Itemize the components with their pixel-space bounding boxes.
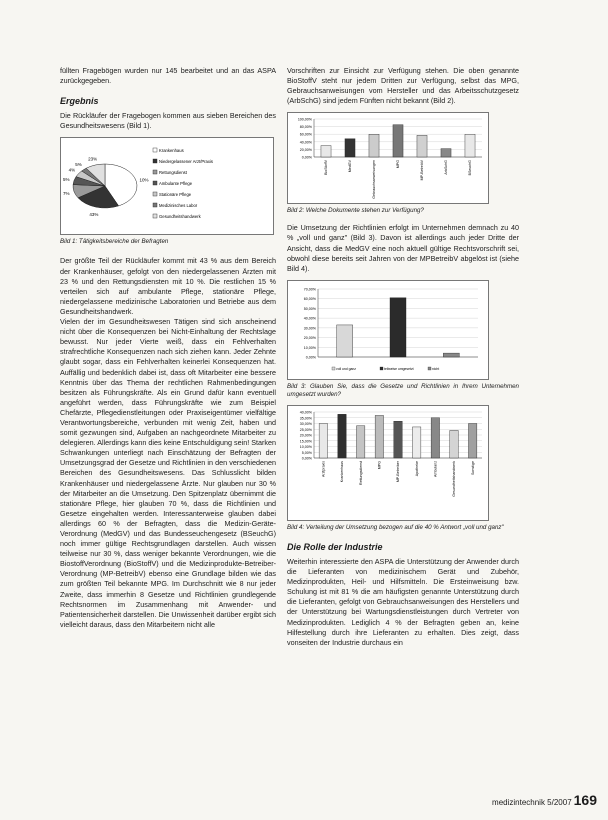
legend-label: Ambulante Pflege — [159, 181, 193, 187]
bar — [356, 426, 364, 458]
page-footer — [492, 792, 597, 808]
figure-2-bar — [287, 112, 489, 204]
legend-swatch — [153, 181, 157, 185]
y-tick-label: 10,00% — [303, 345, 316, 350]
legend-label: Gesundheitshandwerk — [159, 214, 201, 220]
left-column — [60, 0, 276, 630]
legend-swatch — [153, 170, 157, 174]
intro-paragraph: füllten Fragebögen wurden nur 145 bearbeitet und an das ASPA zurückgegeben. — [60, 66, 276, 86]
legend-swatch — [380, 367, 383, 370]
legend-label: teilweise umgesetzt — [384, 366, 414, 371]
y-tick-label: 20,00% — [299, 148, 312, 153]
bar — [394, 421, 402, 458]
x-tick-label: MP-BetreibV — [420, 160, 425, 181]
x-tick-label: MP-Betreiber — [396, 460, 401, 483]
y-tick-label: 0,00% — [301, 155, 312, 160]
y-tick-label: 40,00% — [303, 316, 316, 321]
pie-slice-label: 43% — [89, 212, 99, 218]
paragraph-implementation: Die Umsetzung der Richtlinien erfolgt im Unternehmen demnach zu 40 % „voll und ganz" (Bild 3). Davon ist allerdings auch jeder Dritte der Ansicht, dass die MedGV eine noch aktuell gültige Rechtsvorschrift sei, obwohl diese bereits seit Jahren von der MPBetreibV abgelöst ist (siehe Bild 4). — [287, 223, 519, 273]
y-tick-label: 10,00% — [299, 444, 312, 449]
legend-swatch — [153, 214, 157, 218]
bar — [338, 414, 346, 458]
x-tick-label: BioStoffV — [324, 160, 329, 176]
x-tick-label: BSeuchG — [468, 160, 473, 176]
bar — [321, 146, 331, 157]
bar — [319, 423, 327, 458]
paragraph-consequences: Vielen der im Gesundheitswesen Tätigen sind sich anscheinend nicht über die Konsequenzen bei Nicht-Einhaltung der Rechtslage bewusst. Nur jeder Vierte weiß, dass ein Fehlverhalten strafrechtliche Konsequenzen nach sich ziehen kann. Jeder Zehnte glaubt sogar, dass ein Fehlverhalten keinerlei Konsequenzen hat. Auffällig und bedenklich dabei ist, dass oft Mitarbeiter eine bessere Kenntnis über das Thema der rechtlichen Rahmenbedingungen besitzen als Führungskräfte. Als ein Grund dafür kann eventuell angeführt werden, dass Führungskräfte wie zum Beispiel Chefärzte, Pflegedienstleitungen oder Praxiseigentümer vielfältige Verantwortungsbereiche, verbunden mit wenig Zeit, haben und somit gezwungen sind, Aufgaben an nachgeordnete Mitarbeiter zu delegieren. Allerdings kann dies keine Entschuldigung sein! Starken Schwankungen unterliegt nach Einschätzung der Befragten der Umsetzungsgrad der Gesetze und Richtlinien in den verschiedenen Bereichen des Gesundheitswesens. Das Schlusslicht bilden Krankenhäuser und niedergelassene Ärzte. Nur glauben nur 30 % der Mitarbeiter an die Umsetzung. Den Spitzenplatz übernimmt die stationäre Pflege, hier glauben 70 %, dass die Richtlinien und Gesetze eingehalten werden. Interessanterweise glauben dabei allerdings 60 % der Befragten, dass die Medizin-Geräte-Verordnung (MedGV) und das Bundesseuchengesetz (BSeuchG) noch immer gültige Rechtsgrundlagen darstellen. Auch wissen teilweise nur 30 %, dass weniger bekannte Verordnungen, wie die BiostoffVerordnung (BioStoffV) und die Medizinprodukte-Betreiber-Verordnung (MP-BetreibV) ebenso eine Grundlage bilden wie das zum größten Teil bekannte MPG. Im Durchschnitt wie 8 nur jeder Zweite, dass immerhin 8 Gesetze und Richtlinien grundlegende Rechtsnormen im Zusammenhang mit Anwender- und Patientensicherheit darstellen. Die Unwissenheit darüber ergibt sich vielleicht daraus, dass den Mitarbeitern nicht alle — [60, 317, 276, 629]
legend-label: nicht — [432, 366, 440, 371]
bar — [443, 353, 459, 357]
y-tick-label: 35,00% — [299, 416, 312, 421]
heading-industrie: Die Rolle der Industrie — [287, 541, 383, 552]
pie-slice-label: 4% — [68, 168, 76, 174]
heading-ergebnis: Ergebnis — [60, 96, 99, 107]
y-tick-label: 70,00% — [303, 287, 316, 292]
x-tick-label: Rettungsdienst — [358, 460, 363, 485]
figure-4-caption: Bild 4: Verteilung der Umsetzung bezogen auf die 40 % Antwort „voll und ganz" — [287, 523, 504, 531]
paragraph-distribution: Der größte Teil der Rückläufer kommt mit 43 % aus dem Bereich der Krankenhäuser, gefolgt von den niedergelassenen Ärzten mit 23 % und den Rettungsdiensten mit 10 %. Die restlichen 15 % verteilen sich auf ambulante Pflege, stationäre Pflege, niedergelassene medizinische Laboratorien und Betriebe aus dem Gesundheitshandwerk. — [60, 256, 276, 316]
figure-1-pie — [60, 137, 274, 235]
journal-name: medizintechnik 5/2007 — [492, 798, 572, 807]
figure-3-caption: Bild 3: Glauben Sie, dass die Gesetze und Richtlinien in Ihrem Unternehmen umgesetzt wurden? — [287, 382, 519, 398]
y-tick-label: 20,00% — [303, 335, 316, 340]
figure-1-caption: Bild 1: Tätigkeitsbereiche der Befragten — [60, 238, 169, 246]
bar — [431, 418, 439, 458]
legend-label: Niedergelassener Arzt/Praxis — [159, 159, 213, 165]
legend-label: Medizinisches Labor — [159, 203, 198, 209]
x-tick-label: Gebrauchsanweisungen — [372, 160, 377, 200]
x-tick-label: MPG — [396, 160, 401, 169]
bar — [468, 423, 476, 458]
bar — [375, 415, 383, 458]
bar — [390, 298, 406, 357]
y-tick-label: 80,00% — [299, 125, 312, 130]
figure-3-bar — [287, 280, 489, 380]
legend-label: Stationäre Pflege — [159, 192, 192, 198]
legend-swatch — [428, 367, 431, 370]
y-tick-label: 0,00% — [301, 456, 312, 461]
y-tick-label: 15,00% — [299, 439, 312, 444]
legend-swatch — [153, 159, 157, 163]
legend-swatch — [153, 148, 157, 152]
y-tick-label: 60,00% — [299, 133, 312, 138]
bar — [412, 427, 420, 458]
pie-slice-label: 5% — [75, 162, 82, 168]
y-tick-label: 0,00% — [305, 355, 316, 360]
x-tick-label: MPG — [377, 460, 382, 470]
x-tick-label: MedGV — [348, 160, 353, 173]
legend-swatch — [153, 203, 157, 207]
y-tick-label: 20,00% — [299, 433, 312, 438]
bar-chart-sectors — [288, 406, 488, 520]
x-tick-label: Krankenhaus — [340, 460, 345, 483]
x-tick-label: Gesundheitshandwerk — [452, 460, 457, 497]
y-tick-label: 60,00% — [303, 297, 316, 302]
pie-slice-label: 23% — [88, 156, 98, 162]
paragraph-documents: Vorschriften zur Einsicht zur Verfügung stehen. Die oben genannte BioStoffV steht nur jedem Dritten zur Verfügung, selbst das MPG, Gebrauchsanweisungen vom Hersteller und das Arbeitsschutzgesetz (ArbSchG) sind jedem Fünften nicht bekannt (Bild 2). — [287, 66, 519, 106]
bar — [465, 135, 475, 158]
legend-label: Krankenhaus — [159, 148, 184, 154]
pie-slice-label: 10% — [139, 178, 149, 184]
page-number: 169 — [573, 792, 597, 808]
right-column — [287, 0, 519, 648]
y-tick-label: 30,00% — [303, 326, 316, 331]
x-tick-label: Sonstige — [470, 460, 475, 475]
y-tick-label: 30,00% — [299, 421, 312, 426]
figure-2-caption: Bild 2: Welche Dokumente stehen zur Verfügung? — [287, 207, 424, 215]
bar — [345, 139, 355, 157]
x-tick-label: Arztpraxis — [321, 460, 326, 477]
legend-swatch — [153, 192, 157, 196]
legend-label: voll und ganz — [336, 366, 356, 371]
bar — [337, 325, 353, 357]
bar-chart-implementation — [288, 281, 488, 379]
y-tick-label: 40,00% — [299, 410, 312, 415]
bar — [441, 149, 451, 157]
bar — [369, 135, 379, 158]
bar — [450, 430, 458, 458]
paragraph-industry: Weiterhin interessierte den ASPA die Unterstützung der Anwender durch die Lieferanten von medizinischem Gerät und Zubehör, Medizinprodukten, Heil- und Hilfsmitteln. Die Ersteinweisung bzw. Schulung ist mit 81 % die am häufigsten genannte Unterstützung durch die Lieferanten, gefolgt von Gebrauchsanweisungen des Herstellers und der Unterstützung bei Wartungsdienstleistungen durch Vertreter von Medizinprodukten. Lediglich 4 % der Befragten geben an, keine Hilfestellung durch ihre Lieferanten zu erhalten. Dies zeigt, dass vonseiten der Industrie durchaus ein — [287, 556, 519, 647]
pie-slice-label: 5% — [62, 177, 70, 183]
x-tick-label: ArbSchG — [444, 160, 449, 175]
legend-label: Rettungsdienst — [159, 170, 187, 176]
pie-chart — [61, 138, 273, 234]
ergebnis-paragraph: Die Rückläufer der Fragebogen kommen aus sieben Bereichen des Gesundheitswesens (Bild 1). — [60, 111, 276, 131]
figure-4-bar — [287, 405, 489, 521]
y-tick-label: 50,00% — [303, 306, 316, 311]
bar — [393, 125, 403, 157]
legend-swatch — [332, 367, 335, 370]
pie-slice-label: 7% — [62, 191, 70, 197]
y-tick-label: 5,00% — [301, 450, 312, 455]
y-tick-label: 25,00% — [299, 427, 312, 432]
y-tick-label: 40,00% — [299, 140, 312, 145]
y-tick-label: 100,00% — [297, 117, 312, 122]
x-tick-label: Apotheke — [414, 460, 419, 477]
bar — [417, 136, 427, 158]
x-tick-label: Ambulanz — [433, 460, 438, 477]
bar-chart-documents — [288, 113, 488, 203]
